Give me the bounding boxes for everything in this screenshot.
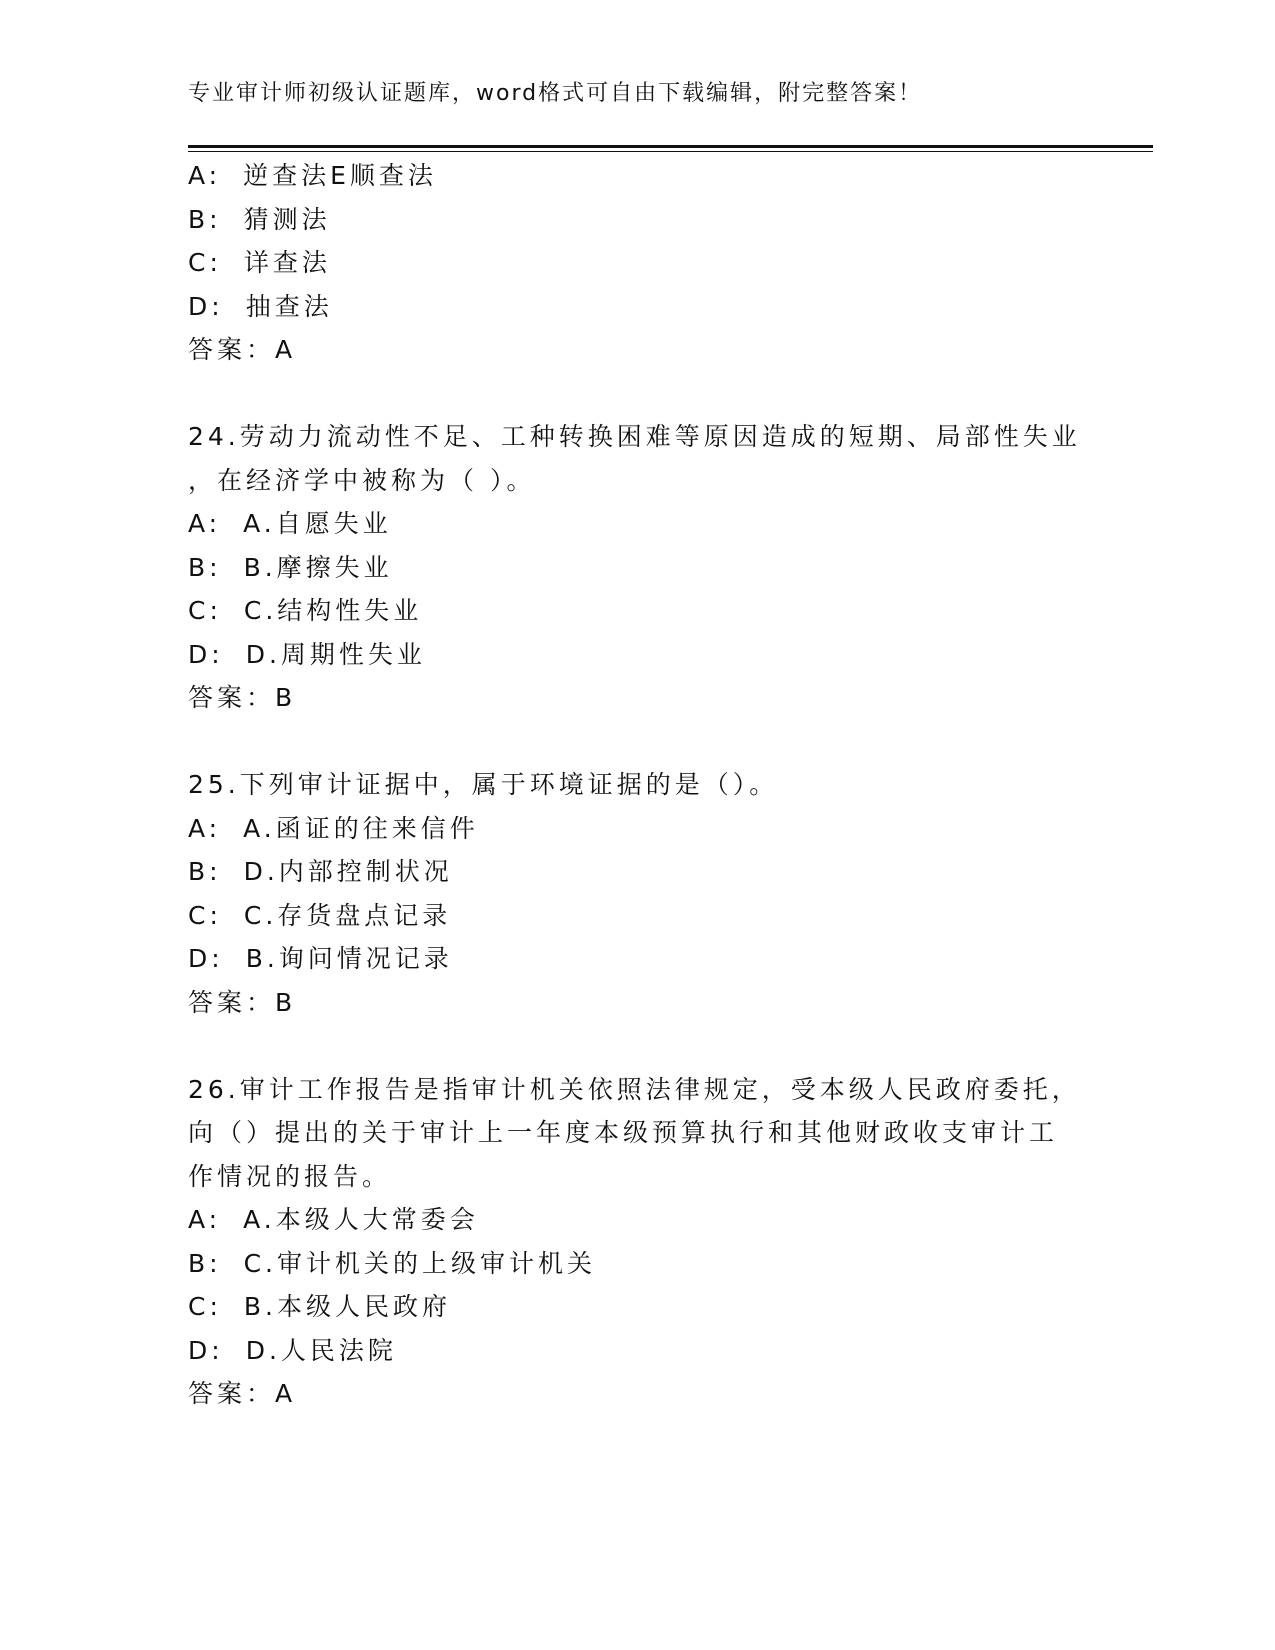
option-letter: D: — [188, 1336, 224, 1365]
header-rule-thick — [188, 145, 1153, 148]
option-letter: A: — [188, 161, 222, 190]
option-text: C.结构性失业 — [243, 596, 423, 625]
option-letter: A: — [188, 814, 222, 843]
q25-option-b — [188, 852, 453, 888]
option-text: A.函证的往来信件 — [243, 814, 479, 843]
option-text: B.询问情况记录 — [245, 944, 453, 973]
q26-answer — [188, 1374, 296, 1410]
q24-option-d — [188, 635, 426, 671]
q23-option-d — [188, 287, 333, 323]
q26-option-a — [188, 1200, 479, 1236]
answer-value: A — [275, 1379, 297, 1408]
option-letter: A: — [188, 509, 222, 538]
q23-option-b — [188, 200, 331, 236]
q26-stem-line-2: 向（）提出的关于审计上一年度本级预算执行和其他财政收支审计工 — [188, 1118, 1059, 1147]
option-text: C.审计机关的上级审计机关 — [243, 1249, 596, 1278]
option-text: B.本级人民政府 — [243, 1292, 451, 1321]
option-letter: B: — [188, 857, 222, 886]
answer-label: 答案： — [188, 683, 276, 712]
q26-stem-line-3: 作情况的报告。 — [188, 1162, 392, 1191]
option-letter: B: — [188, 205, 222, 234]
answer-label: 答案： — [188, 988, 276, 1017]
q24-stem-line-1: 24.劳动力流动性不足、工种转换困难等原因造成的短期、局部性失业 — [188, 422, 1081, 451]
option-letter: C: — [188, 901, 222, 930]
option-text: 猜测法 — [243, 205, 331, 234]
option-text: C.存货盘点记录 — [243, 901, 452, 930]
option-text: 抽查法 — [245, 292, 333, 321]
q23-option-a — [188, 156, 437, 192]
answer-label: 答案： — [188, 1379, 276, 1408]
q25-answer — [188, 983, 296, 1019]
option-letter: D: — [188, 640, 224, 669]
q26-option-b — [188, 1244, 596, 1280]
option-text: D.人民法院 — [245, 1336, 397, 1365]
option-text: 逆查法E顺查法 — [243, 161, 437, 190]
option-letter: D: — [188, 292, 224, 321]
answer-value: B — [275, 683, 297, 712]
option-text: D.内部控制状况 — [243, 857, 453, 886]
answer-label: 答案： — [188, 335, 276, 364]
q26-option-c — [188, 1287, 451, 1323]
option-letter: C: — [188, 248, 222, 277]
q24-stem-line-2: ，在经济学中被称为（ ）。 — [188, 466, 536, 495]
q24-option-b — [188, 548, 393, 584]
header-rule-thin — [188, 151, 1153, 152]
option-text: 详查法 — [243, 248, 331, 277]
q25-option-a — [188, 809, 479, 845]
q26-stem-line-1: 26.审计工作报告是指审计机关依照法律规定，受本级人民政府委托， — [188, 1075, 1081, 1104]
q24-answer — [188, 678, 296, 714]
q24-option-a — [188, 504, 392, 540]
option-letter: B: — [188, 1249, 222, 1278]
q25-stem-line-1: 25.下列审计证据中，属于环境证据的是（）。 — [188, 770, 779, 799]
q24-option-c — [188, 591, 422, 627]
option-letter: C: — [188, 1292, 222, 1321]
option-letter: B: — [188, 553, 222, 582]
q23-option-c — [188, 243, 331, 279]
answer-value: A — [275, 335, 297, 364]
q23-answer — [188, 330, 296, 366]
page-header: 专业审计师初级认证题库，word格式可自由下载编辑，附完整答案！ — [188, 81, 923, 106]
q26-option-d — [188, 1331, 397, 1367]
q25-option-d — [188, 939, 453, 975]
option-letter: D: — [188, 944, 224, 973]
option-text: D.周期性失业 — [245, 640, 426, 669]
option-text: A.自愿失业 — [243, 509, 392, 538]
option-text: A.本级人大常委会 — [243, 1205, 479, 1234]
q25-option-c — [188, 896, 451, 932]
option-letter: A: — [188, 1205, 222, 1234]
option-text: B.摩擦失业 — [243, 553, 393, 582]
option-letter: C: — [188, 596, 222, 625]
answer-value: B — [275, 988, 297, 1017]
